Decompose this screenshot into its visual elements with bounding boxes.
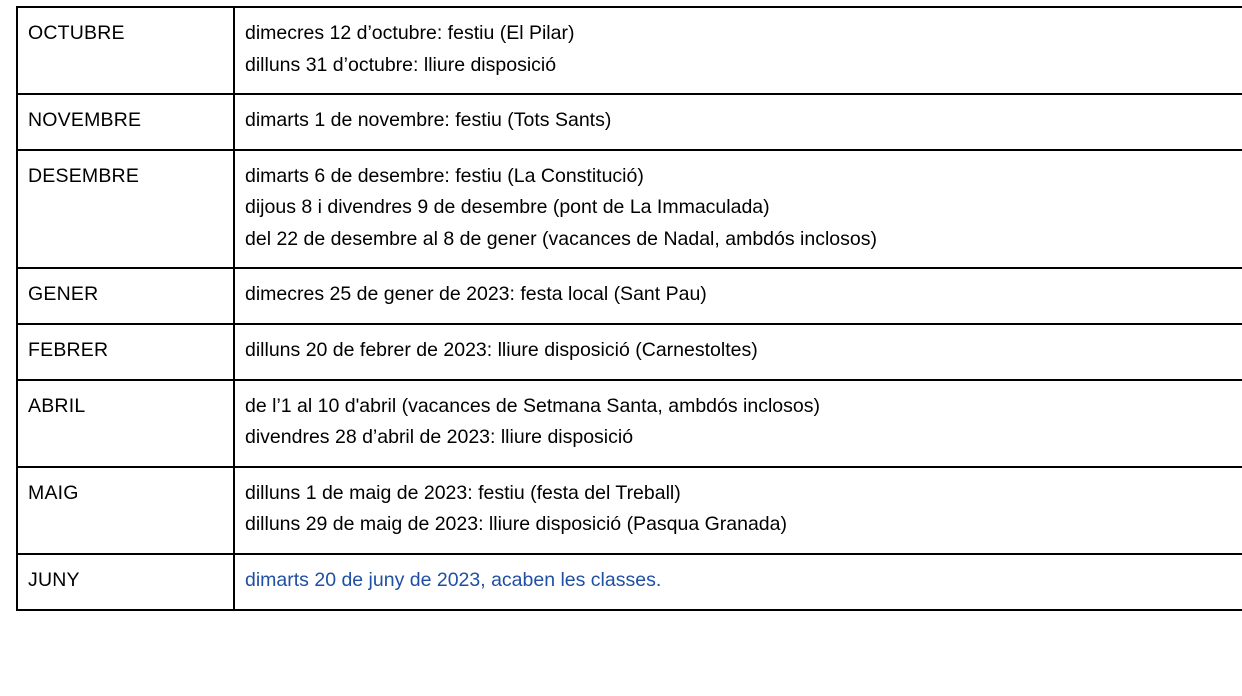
detail-line: dijous 8 i divendres 9 de desembre (pont de La Immaculada)	[245, 196, 770, 219]
table-row	[17, 324, 1242, 380]
month-detail-cell	[234, 324, 1242, 380]
month-label: FEBRER	[28, 339, 109, 362]
month-label: GENER	[28, 283, 99, 306]
month-label: JUNY	[28, 568, 80, 591]
month-detail-cell	[234, 467, 1242, 554]
table-row	[17, 7, 1242, 94]
detail-line: dilluns 20 de febrer de 2023: lliure disposició (Carnestoltes)	[245, 339, 758, 362]
table-row	[17, 150, 1242, 269]
school-calendar-table	[16, 6, 1242, 611]
month-label: MAIG	[28, 481, 79, 504]
table-row	[17, 467, 1242, 554]
table-row	[17, 554, 1242, 610]
detail-line: dilluns 29 de maig de 2023: lliure disposició (Pasqua Granada)	[245, 513, 787, 536]
detail-line: dilluns 1 de maig de 2023: festiu (festa del Treball)	[245, 481, 681, 504]
detail-line-link[interactable]: dimarts 20 de juny de 2023, acaben les classes.	[245, 568, 662, 591]
month-label-cell	[17, 324, 234, 380]
detail-line: de l’1 al 10 d'abril (vacances de Setmana Santa, ambdós inclosos)	[245, 394, 820, 417]
month-label-cell	[17, 380, 234, 467]
table-row	[17, 380, 1242, 467]
detail-line: del 22 de desembre al 8 de gener (vacances de Nadal, ambdós inclosos)	[245, 227, 877, 250]
month-detail-cell	[234, 7, 1242, 94]
month-detail-cell	[234, 554, 1242, 610]
detail-line: dilluns 31 d’octubre: lliure disposició	[245, 53, 557, 76]
month-label-cell	[17, 554, 234, 610]
month-detail-cell	[234, 268, 1242, 324]
detail-line: dimecres 12 d’octubre: festiu (El Pilar)	[245, 22, 575, 44]
detail-line: dimecres 25 de gener de 2023: festa local (Sant Pau)	[245, 283, 707, 306]
month-label: ABRIL	[28, 394, 86, 417]
month-label-cell	[17, 150, 234, 269]
month-label: NOVEMBRE	[28, 109, 142, 132]
month-detail-cell	[234, 94, 1242, 150]
detail-line: divendres 28 d’abril de 2023: lliure disposició	[245, 426, 634, 449]
detail-line: dimarts 1 de novembre: festiu (Tots Sants)	[245, 109, 612, 132]
table-row	[17, 94, 1242, 150]
month-label-cell	[17, 7, 234, 94]
calendar-body	[17, 7, 1242, 610]
month-label: OCTUBRE	[28, 22, 125, 44]
month-detail-cell	[234, 150, 1242, 269]
detail-line: dimarts 6 de desembre: festiu (La Constitució)	[245, 164, 644, 187]
month-label-cell	[17, 467, 234, 554]
month-detail-cell	[234, 380, 1242, 467]
month-label-cell	[17, 268, 234, 324]
table-row	[17, 268, 1242, 324]
month-label-cell	[17, 94, 234, 150]
month-label: DESEMBRE	[28, 164, 140, 187]
